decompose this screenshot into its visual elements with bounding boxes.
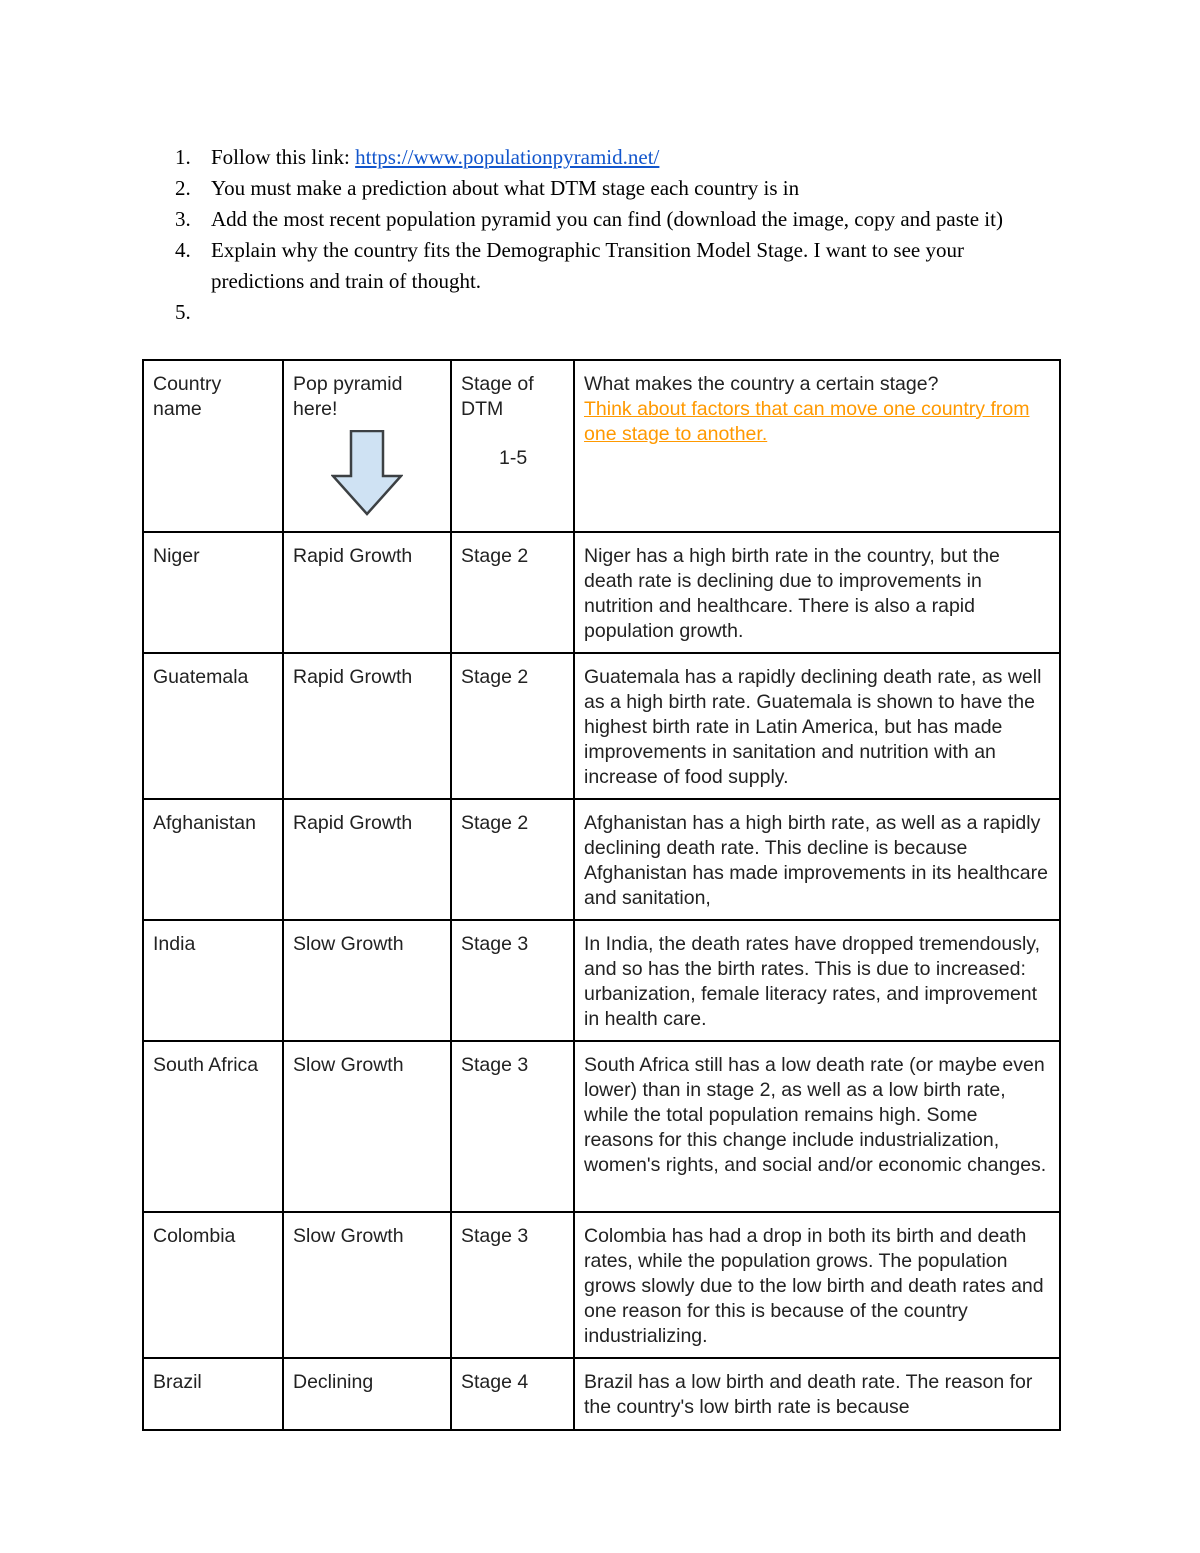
instruction-number: 1. <box>175 145 191 169</box>
cell-pyramid: Rapid Growth <box>283 653 451 799</box>
header-reason-hint: Think about factors that can move one country from one stage to another. <box>584 398 1030 445</box>
populationpyramid-link[interactable]: https://www.populationpyramid.net/ <box>355 145 660 169</box>
instruction-text: You must make a prediction about what DTM stage each country is in <box>211 176 800 200</box>
table-header-row <box>143 360 1060 532</box>
table-row <box>143 532 1060 653</box>
down-arrow-icon <box>293 430 441 523</box>
table-row <box>143 799 1060 920</box>
cell-reason: Colombia has had a drop in both its birth and death rates, while the population grows. The population grows slowly due to the low birth and death rates and one reason for this is because of the country industrializing. <box>574 1212 1060 1358</box>
cell-country: Afghanistan <box>143 799 283 920</box>
table-row <box>143 653 1060 799</box>
instruction-item <box>175 297 1055 328</box>
table-row <box>143 920 1060 1041</box>
header-stage-label: Stage of DTM <box>461 373 534 420</box>
header-country <box>143 360 283 532</box>
instruction-text: Explain why the country fits the Demographic Transition Model Stage. I want to see your predictions and train of thought. <box>211 238 964 293</box>
cell-stage: Stage 2 <box>451 653 574 799</box>
cell-pyramid: Declining <box>283 1358 451 1430</box>
instruction-text <box>211 142 1055 173</box>
cell-pyramid: Rapid Growth <box>283 532 451 653</box>
instruction-number: 5. <box>175 300 191 324</box>
instruction-number: 4. <box>175 238 191 262</box>
cell-stage: Stage 3 <box>451 920 574 1041</box>
instruction-number: 2. <box>175 176 191 200</box>
header-stage <box>451 360 574 532</box>
cell-reason: Afghanistan has a high birth rate, as well as a rapidly declining death rate. This decline is because Afghanistan has made improvements in its healthcare and sanitation, <box>574 799 1060 920</box>
cell-reason: Brazil has a low birth and death rate. The reason for the country's low birth rate is because <box>574 1358 1060 1430</box>
cell-reason: In India, the death rates have dropped tremendously, and so has the birth rates. This is due to increased: urbanization, female literacy rates, and improvement in health care. <box>574 920 1060 1041</box>
header-pyramid <box>283 360 451 532</box>
cell-pyramid: Rapid Growth <box>283 799 451 920</box>
cell-stage: Stage 3 <box>451 1212 574 1358</box>
cell-reason: South Africa still has a low death rate (or maybe even lower) than in stage 2, as well as a low birth rate, while the total population remains high. Some reasons for this change include industrialization, women's rights, and social and/or economic changes. <box>574 1041 1060 1212</box>
cell-reason: Niger has a high birth rate in the country, but the death rate is declining due to improvements in nutrition and healthcare. There is also a rapid population growth. <box>574 532 1060 653</box>
cell-reason: Guatemala has a rapidly declining death rate, as well as a high birth rate. Guatemala is shown to have the highest birth rate in Latin America, but has made improvements in sanitation and nutrition with an increase of food supply. <box>574 653 1060 799</box>
instruction-text: Add the most recent population pyramid you can find (download the image, copy and paste it) <box>211 207 1003 231</box>
header-country-label: Country name <box>153 373 222 420</box>
instruction-text <box>211 297 1055 328</box>
cell-country: Guatemala <box>143 653 283 799</box>
cell-stage: Stage 4 <box>451 1358 574 1430</box>
cell-stage: Stage 2 <box>451 532 574 653</box>
cell-country: Niger <box>143 532 283 653</box>
header-reason-label: What makes the country a certain stage? <box>584 373 939 395</box>
table-row <box>143 1358 1060 1430</box>
cell-stage: Stage 3 <box>451 1041 574 1212</box>
instruction-item <box>175 204 1055 235</box>
header-stage-range: 1-5 <box>499 447 528 469</box>
dtm-table <box>142 359 1061 1431</box>
instruction-item <box>175 235 1055 297</box>
cell-stage: Stage 2 <box>451 799 574 920</box>
instruction-item <box>175 142 1055 173</box>
table-row <box>143 1212 1060 1358</box>
instruction-item <box>175 173 1055 204</box>
cell-country: India <box>143 920 283 1041</box>
cell-country: Brazil <box>143 1358 283 1430</box>
cell-pyramid: Slow Growth <box>283 1041 451 1212</box>
instruction-number: 3. <box>175 207 191 231</box>
cell-pyramid: Slow Growth <box>283 920 451 1041</box>
instructions-list <box>175 142 1055 328</box>
instruction-label: Follow this link: <box>211 145 356 169</box>
cell-country: Colombia <box>143 1212 283 1358</box>
header-pyramid-label: Pop pyramid here! <box>293 373 403 420</box>
header-reason <box>574 360 1060 532</box>
cell-country: South Africa <box>143 1041 283 1212</box>
cell-pyramid: Slow Growth <box>283 1212 451 1358</box>
table-row <box>143 1041 1060 1212</box>
